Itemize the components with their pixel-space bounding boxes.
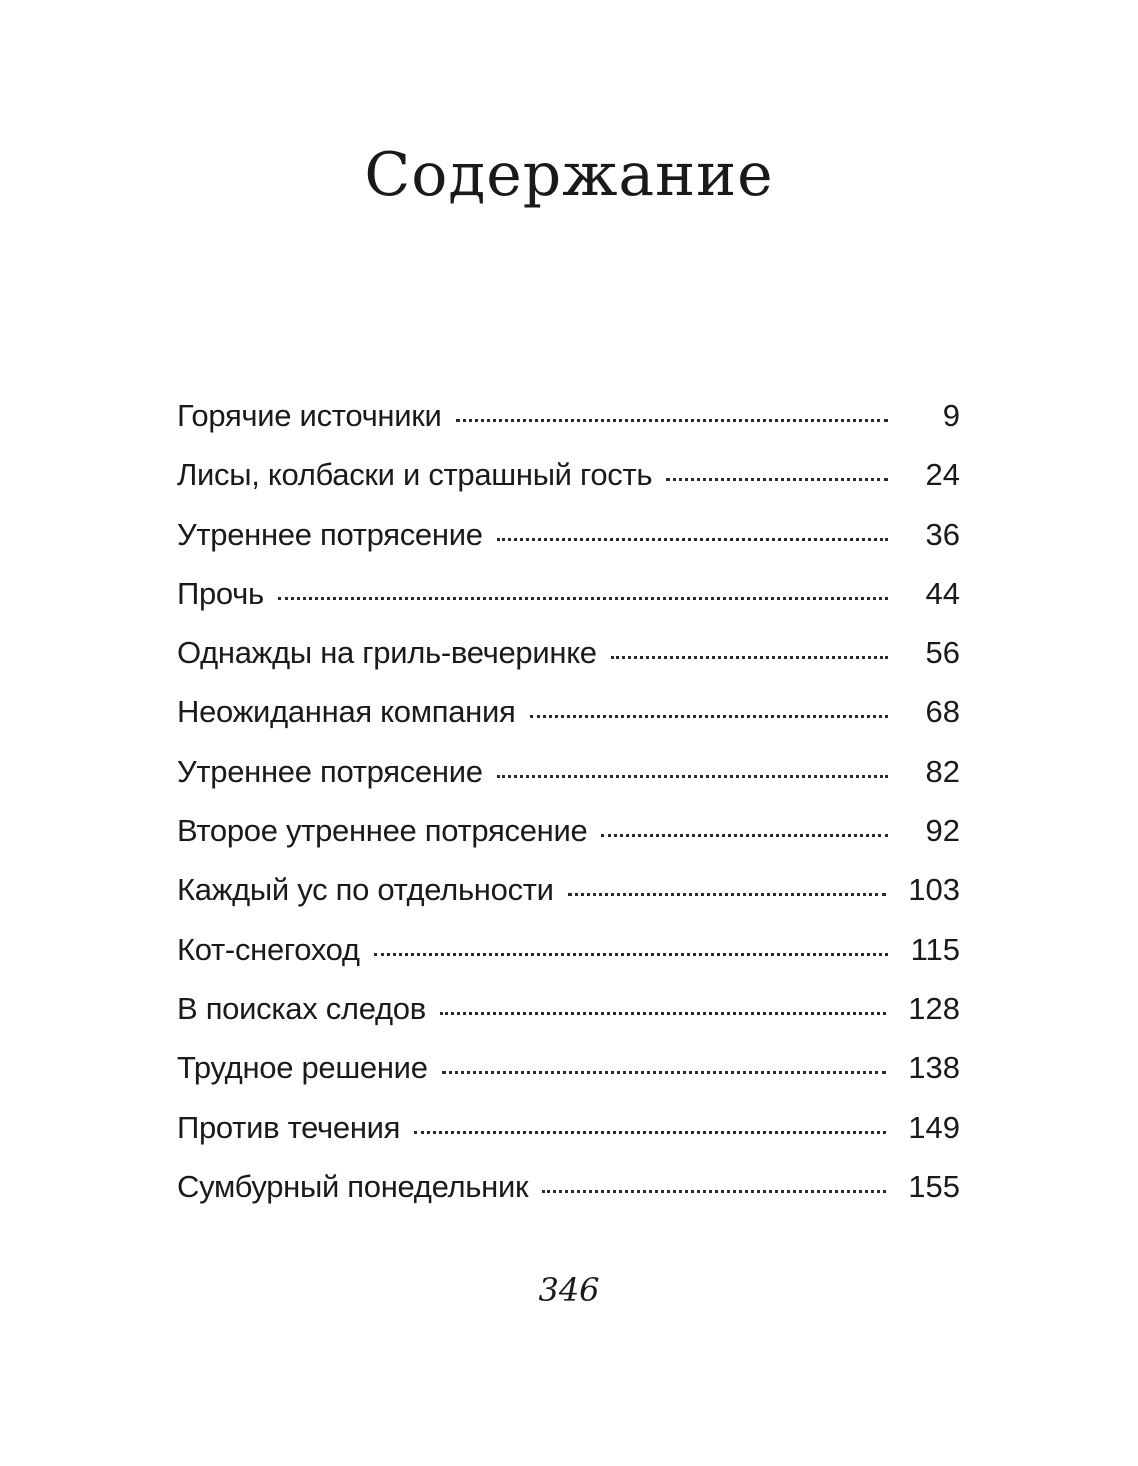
- toc-entry-title: Горячие источники: [177, 398, 442, 433]
- dot-leader: [568, 893, 887, 896]
- toc-entry-title: Неожиданная компания: [177, 694, 516, 730]
- toc-entry[interactable]: [177, 517, 960, 576]
- dot-leader: [666, 478, 888, 481]
- dot-leader: [414, 1131, 886, 1134]
- toc-entry[interactable]: [177, 694, 960, 753]
- toc-entry-title: Лисы, колбаски и страшный гость: [177, 457, 653, 493]
- toc-entry-title: Сумбурный понедельник: [177, 1168, 529, 1204]
- dot-leader: [497, 538, 888, 541]
- toc-entry-page: 138: [908, 1050, 960, 1086]
- toc-entry-title: Против течения: [177, 1109, 401, 1145]
- toc-entry[interactable]: [177, 1110, 960, 1169]
- dot-leader: [442, 1071, 887, 1074]
- toc-entry-title: Трудное решение: [177, 1050, 428, 1086]
- dot-leader: [497, 775, 888, 778]
- dot-leader: [440, 1012, 886, 1015]
- toc-entry[interactable]: [177, 813, 960, 872]
- toc-entry-page: 68: [925, 694, 960, 730]
- toc-entry[interactable]: [177, 1050, 960, 1109]
- page-title: Содержание: [364, 140, 774, 210]
- toc-entry-page: 56: [925, 635, 960, 671]
- dot-leader: [456, 419, 888, 422]
- toc-entry-title: В поисках следов: [177, 990, 426, 1026]
- toc-entry-page: 103: [908, 872, 960, 908]
- toc-entry-page: 82: [925, 753, 960, 789]
- toc-entry[interactable]: [177, 635, 960, 694]
- toc-entry-title: Второе утреннее потрясение: [177, 813, 588, 849]
- toc-entry[interactable]: [177, 576, 960, 635]
- dot-leader: [374, 953, 888, 956]
- toc-entry-page: 36: [925, 516, 960, 552]
- toc-entry-page: 149: [908, 1109, 960, 1145]
- toc-entry-page: 9: [942, 398, 960, 433]
- dot-leader: [278, 597, 888, 600]
- dot-leader: [530, 715, 889, 718]
- toc-entry-title: Утреннее потрясение: [177, 516, 483, 552]
- toc-entry-title: Однажды на гриль-вечеринке: [177, 635, 597, 671]
- dot-leader: [542, 1190, 886, 1193]
- toc-entry[interactable]: [177, 1169, 960, 1228]
- table-of-contents: [177, 398, 960, 1228]
- dot-leader: [601, 834, 888, 837]
- toc-entry-page: 155: [908, 1168, 960, 1204]
- toc-entry-title: Прочь: [177, 575, 264, 611]
- toc-entry[interactable]: [177, 991, 960, 1050]
- toc-entry-title: Кот-снегоход: [177, 931, 360, 967]
- toc-entry-title: Каждый ус по отдельности: [177, 872, 554, 908]
- toc-entry-page: 128: [908, 990, 960, 1026]
- toc-entry[interactable]: [177, 457, 960, 516]
- toc-entry-page: 44: [925, 575, 960, 611]
- toc-entry[interactable]: [177, 872, 960, 931]
- dot-leader: [611, 656, 888, 659]
- page-number: 346: [538, 1271, 600, 1309]
- toc-entry[interactable]: [177, 398, 960, 457]
- toc-entry-page: 115: [910, 931, 960, 967]
- toc-entry[interactable]: [177, 754, 960, 813]
- toc-entry[interactable]: [177, 932, 960, 991]
- toc-entry-page: 92: [925, 813, 960, 849]
- toc-entry-title: Утреннее потрясение: [177, 753, 483, 789]
- toc-entry-page: 24: [925, 457, 960, 493]
